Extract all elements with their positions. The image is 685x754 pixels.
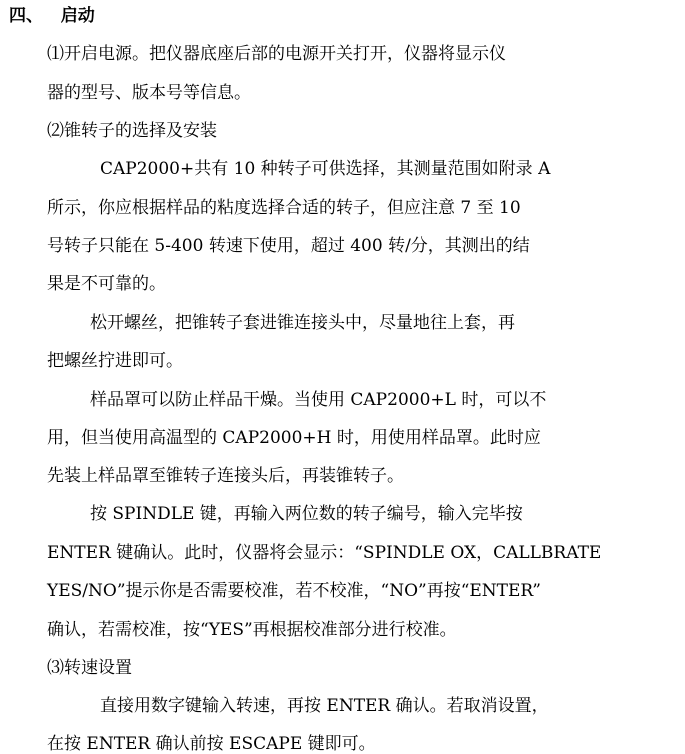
paragraph-line: YES/NO”提示你是否需要校准，若不校准，“NO”再按“ENTER” (47, 581, 541, 601)
paragraph-line: 果是不可靠的。 (47, 274, 166, 294)
paragraph-line: CAP2000+共有 10 种转子可供选择，其测量范围如附录 A (100, 159, 551, 179)
paragraph-line: 按 SPINDLE 键，再输入两位数的转子编号，输入完毕按 (90, 504, 523, 524)
paragraph-line: ⑴开启电源。把仪器底座后部的电源开关打开，仪器将显示仪 (47, 44, 506, 64)
paragraph-line: 把螺丝拧进即可。 (47, 351, 183, 371)
paragraph-line: 用，但当使用高温型的 CAP2000+H 时，用使用样品罩。此时应 (47, 428, 541, 448)
paragraph-line: 样品罩可以防止样品干燥。当使用 CAP2000+L 时，可以不 (90, 390, 547, 410)
subheading: ⑵锥转子的选择及安装 (47, 121, 217, 141)
paragraph-line: 直接用数字键输入转速，再按 ENTER 确认。若取消设置， (100, 696, 549, 716)
section-heading: 四、 启动 (9, 6, 95, 26)
paragraph-line: 号转子只能在 5-400 转速下使用，超过 400 转/分，其测出的结 (47, 236, 530, 256)
paragraph-line: 松开螺丝，把锥转子套进锥连接头中，尽量地往上套，再 (90, 313, 515, 333)
paragraph-line: ENTER 键确认。此时，仪器将会显示：“SPINDLE OX，CALLBRATE (47, 543, 602, 563)
subheading: ⑶转速设置 (47, 658, 132, 678)
paragraph-line: 确认，若需校准，按“YES”再根据校准部分进行校准。 (47, 620, 457, 640)
paragraph-line: 器的型号、版本号等信息。 (47, 83, 251, 103)
paragraph-line: 先装上样品罩至锥转子连接头后，再装锥转子。 (47, 466, 404, 486)
paragraph-line: 所示，你应根据样品的粘度选择合适的转子，但应注意 7 至 10 (47, 198, 521, 218)
paragraph-line: 在按 ENTER 确认前按 ESCAPE 键即可。 (47, 734, 376, 754)
